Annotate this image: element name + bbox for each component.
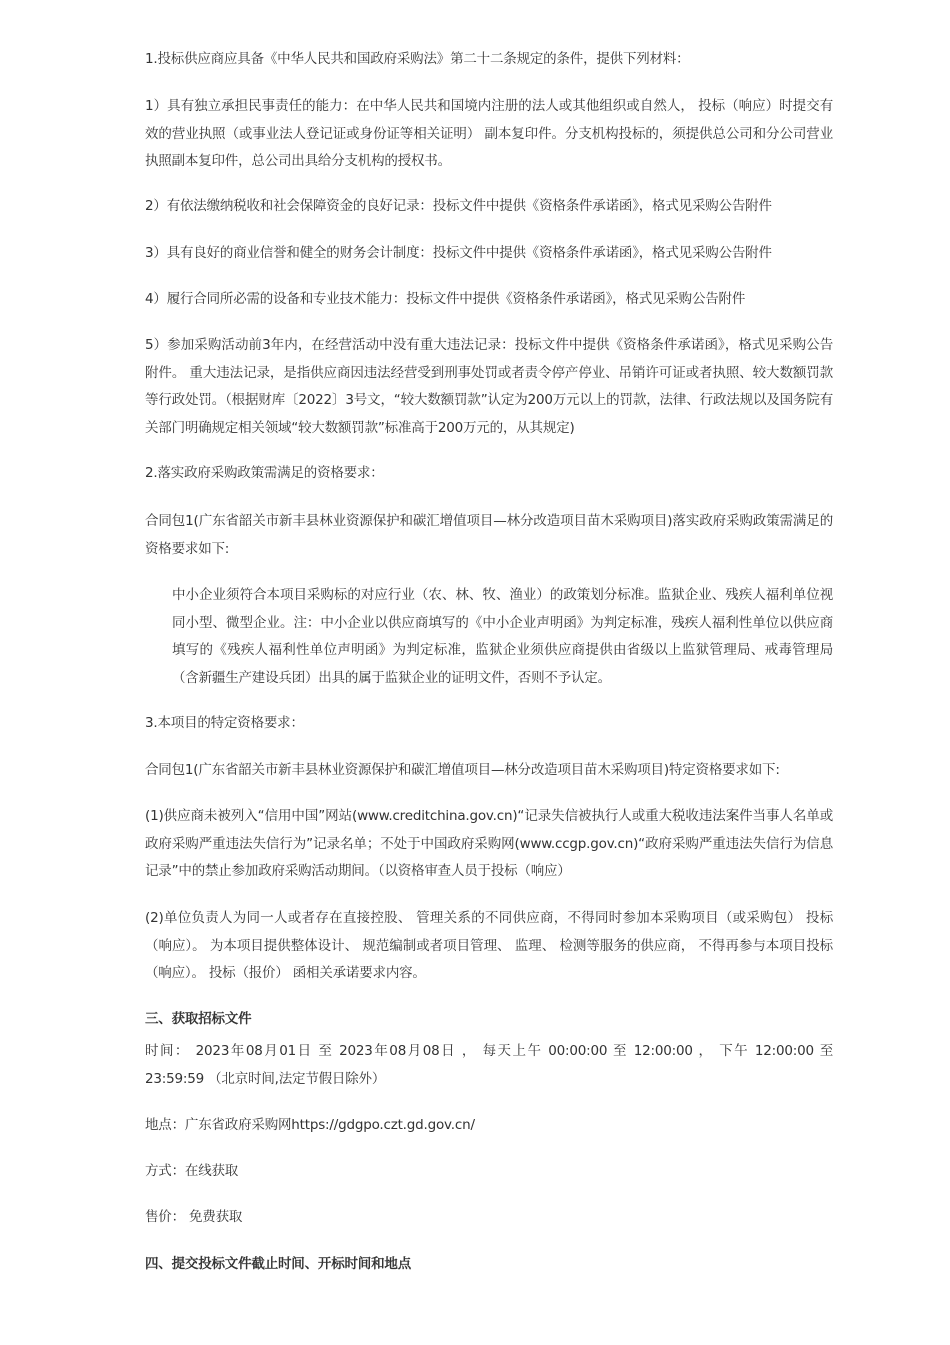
qualification-item-3-lot: 合同包1(广东省韶关市新丰县林业资源保护和碳汇增值项目—林分改造项目苗木采购项目)特定资格要求如下: [145,762,780,778]
qualification-item-2-detail: 中小企业须符合本项目采购标的对应行业（农、林、牧、渔业）的政策划分标准。监狱企业、残疾人福利单位视同小型、微型企业。注：中小企业以供应商填写的《中小企业声明函》为判定标准，残疾人福利性单位以供应商填写的《残疾人福利性单位声明函》为判定标准，监狱企业须供应商提供由省级以上监狱管理局、戒毒管理局（含新疆生产建设兵团）出具的属于监狱企业的证明文件，否则不予认定。 [172,587,833,686]
qualification-item-1-sub-5: 5）参加采购活动前3年内，在经营活动中没有重大违法记录：投标文件中提供《资格条件承诺函》，格式见采购公告附件。 重大违法记录，是指供应商因违法经营受到刑事处罚或者责令停产停业、吊销许可证或者执照、较大数额罚款等行政处罚。（根据财库〔2022〕3号文，“较大数额罚款”认定为200万元以上的罚款，法律、行政法规以及国务院有关部门明确规定相关领域“较大数额罚款”标准高于200万元的，从其规定) [145,337,833,436]
qualification-item-1-sub-3: 3）具有良好的商业信誉和健全的财务会计制度：投标文件中提供《资格条件承诺函》，格式见采购公告附件 [145,245,772,261]
qualification-item-1-intro: 1.投标供应商应具备《中华人民共和国政府采购法》第二十二条规定的条件，提供下列材料： [145,51,690,67]
qualification-item-1-sub-1: 1）具有独立承担民事责任的能力：在中华人民共和国境内注册的法人或其他组织或自然人， 投标（响应）时提交有效的营业执照（或事业法人登记证或身份证等相关证明） 副本复印件。分支机构投标的，须提供总公司和分公司营业执照副本复印件，总公司出具给分支机构的授权书。 [145,98,833,169]
qualification-item-3-req-2: (2)单位负责人为同一人或者存在直接控股、 管理关系的不同供应商，不得同时参加本采购项目（或采购包） 投标（响应）。 为本项目提供整体设计、 规范编制或者项目管理、 监理、 检测等服务的供应商， 不得再参与本项目投标（响应）。 投标（报价） 函相关承诺要求内容。 [145,910,833,981]
qualification-item-1-sub-2: 2）有依法缴纳税收和社会保障资金的良好记录：投标文件中提供《资格条件承诺函》，格式见采购公告附件 [145,198,772,214]
obtain-method: 方式：在线获取 [145,1163,239,1179]
qualification-item-2-lot: 合同包1(广东省韶关市新丰县林业资源保护和碳汇增值项目—林分改造项目苗木采购项目)落实政府采购政策需满足的资格要求如下: [145,513,833,557]
qualification-item-3-title: 3.本项目的特定资格要求： [145,715,304,731]
obtain-location: 地点：广东省政府采购网https://gdgpo.czt.gd.gov.cn/ [145,1117,475,1133]
qualification-item-1-sub-4: 4）履行合同所必需的设备和专业技术能力：投标文件中提供《资格条件承诺函》，格式见采购公告附件 [145,291,746,307]
qualification-item-3-req-1: (1)供应商未被列入“信用中国”网站(www.creditchina.gov.cn)“记录失信被执行人或重大税收违法案件当事人名单或政府采购严重违法失信行为”记录名单；不处于中国政府采购网(www.ccgp.gov.cn)“政府采购严重违法失信行为信息记录”中的禁止参加政府采购活动期间。（以资格审查人员于投标（响应） [145,808,833,879]
obtain-time: 时间： 2023年08月01日 至 2023年08月08日 ， 每天上午 00:00:00 至 12:00:00 ， 下午 12:00:00 至 23:59:59 （北京时间,法定节假日除外） [145,1043,833,1087]
submission-heading: 四、提交投标文件截止时间、开标时间和地点 [145,1256,411,1272]
obtain-documents-heading: 三、获取招标文件 [145,1011,252,1027]
qualification-item-2-title: 2.落实政府采购政策需满足的资格要求： [145,465,384,481]
obtain-price: 售价： 免费获取 [145,1209,243,1225]
